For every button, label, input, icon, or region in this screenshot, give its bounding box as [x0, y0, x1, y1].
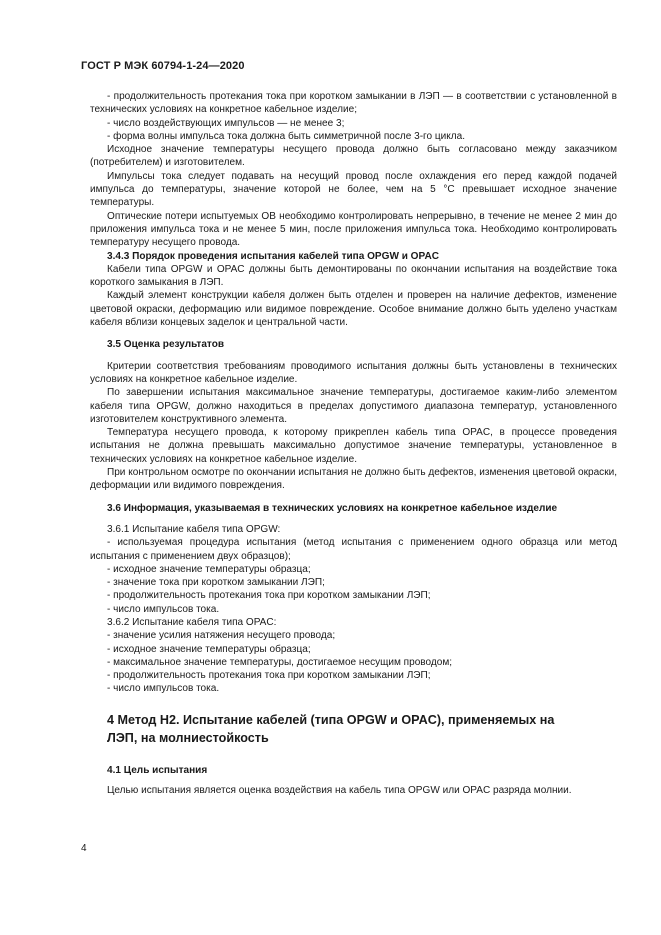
section-heading-4-1: 4.1 Цель испытания — [107, 764, 208, 776]
paragraph: Импульсы тока следует подавать на несущий провод после охлаждения его перед каждой подачей импульса до температуры, значение которой не более, чем на 5 °С превышает исходное значение температуры. — [90, 170, 617, 209]
document-header: ГОСТ Р МЭК 60794-1-24—2020 — [81, 60, 245, 72]
paragraph: - продолжительность протекания тока при коротком замыкании в ЛЭП — в соответствии с установленной в технических условиях на конкретное кабельное изделие; — [90, 91, 617, 116]
list-item: - используемая процедура испытания (метод испытания с применением одного образца или метод испытания с применением двух образцов); — [90, 537, 617, 562]
list-item: - число импульсов тока. — [107, 603, 220, 615]
paragraph: По завершении испытания максимальное значение температуры, достигаемое каким-либо элементом кабеля типа OPGW, должно находиться в пределах допустимого диапазона температур, установленного изготовителем конструктивного элемента. — [90, 387, 617, 425]
paragraph: Исходное значение температуры несущего провода должно быть согласовано между заказчиком (потребителем) и изготовителем. — [90, 144, 617, 169]
list-item: - форма волны импульса тока должна быть симметричной после 3-го цикла. — [107, 130, 465, 142]
subsection-title: 3.6.2 Испытание кабеля типа OPAC: — [107, 616, 277, 628]
section-heading-4-line1: 4 Метод H2. Испытание кабелей (типа OPGW и OPAC), применяемых на — [107, 712, 555, 727]
section-heading-4-line2: ЛЭП, на молниестойкость — [107, 730, 269, 745]
list-item: - исходное значение температуры образца; — [107, 643, 311, 655]
paragraph: Оптические потери испытуемых ОВ необходимо контролировать непрерывно, в течение не менее 2 мин до приложения импульса тока и не менее 5 мин, после приложения импульса тока. Необходимо контролировать температуру несущего провода. — [90, 210, 617, 249]
section-heading-4 — [90, 711, 617, 747]
paragraph: Температура несущего провода, к которому прикреплен кабель типа OPAC, в процессе проведения испытания не должна превышать максимально допустимое значение температуры, установленное в технических условиях на конкретное кабельное изделие. — [90, 427, 617, 465]
list-item: - максимальное значение температуры, достигаемое несущим проводом; — [107, 656, 453, 668]
paragraph: Кабели типа OPGW и OPAC должны быть демонтированы по окончании испытания на воздействие тока короткого замыкания в ЛЭП. — [90, 263, 617, 289]
paragraph: Каждый элемент конструкции кабеля должен быть отделен и проверен на наличие дефектов, изменение цветовой окраски, деформацию или видимое повреждение. Особое внимание должно быть уделено участкам кабеля вблизи концевых заделок и центральной части. — [90, 290, 617, 329]
page-number: 4 — [81, 843, 87, 854]
list-item: - число воздействующих импульсов — не менее 3; — [107, 117, 345, 129]
list-item: - исходное значение температуры образца; — [107, 563, 311, 575]
subsection-title: 3.6.1 Испытание кабеля типа OPGW: — [107, 523, 281, 535]
section-heading-3-5: 3.5 Оценка результатов — [107, 339, 225, 351]
list-item: - продолжительность протекания тока при коротком замыкании ЛЭП; — [107, 590, 431, 602]
list-item: - значение усилия натяжения несущего провода; — [107, 630, 336, 642]
section-heading-3-6: 3.6 Информация, указываемая в технических условиях на конкретное кабельное изделие — [107, 502, 558, 514]
page-content — [90, 90, 617, 797]
list-item: - число импульсов тока. — [107, 683, 220, 695]
paragraph: При контрольном осмотре по окончании испытания не должно быть дефектов, изменения цветовой окраски, деформации или видимого повреждения. — [90, 467, 617, 492]
paragraph: Целью испытания является оценка воздействия на кабель типа OPGW или OPAC разряда молнии. — [107, 785, 572, 797]
list-item: - продолжительность протекания тока при коротком замыкании ЛЭП; — [107, 670, 431, 682]
list-item: - значение тока при коротком замыкании ЛЭП; — [107, 577, 325, 589]
section-heading-3-4-3: 3.4.3 Порядок проведения испытания кабелей типа OPGW и OPAC — [107, 250, 439, 262]
paragraph: Критерии соответствия требованиям проводимого испытания должны быть установлены в технических условиях на конкретное кабельное изделие. — [90, 360, 617, 385]
